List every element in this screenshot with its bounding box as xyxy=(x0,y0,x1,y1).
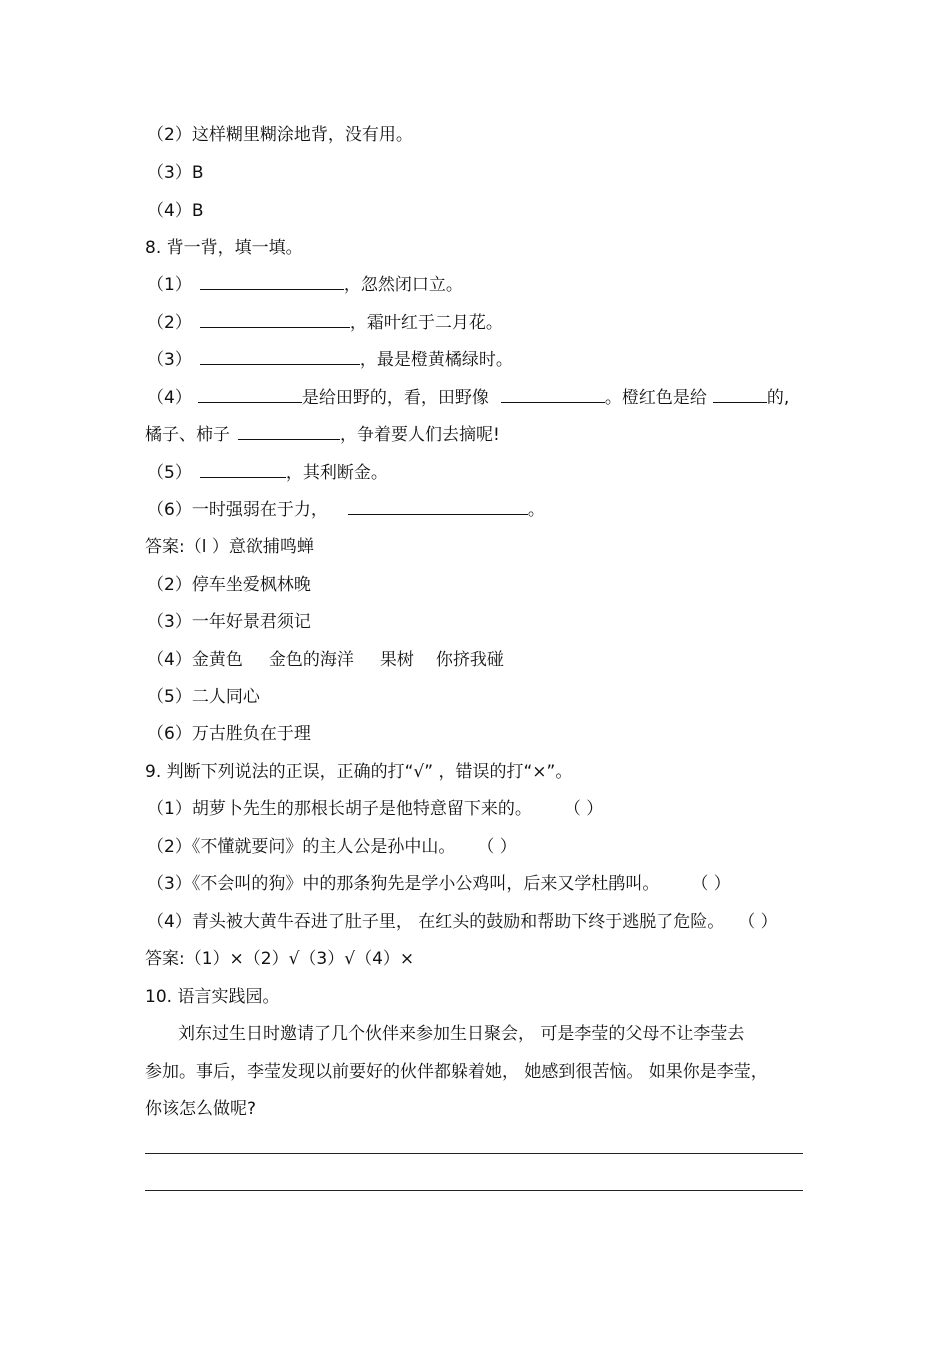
q8-answer-label: 答案:（l ）意欲捕鸣蝉 xyxy=(145,537,314,557)
judge-paren[interactable]: （ ） xyxy=(738,912,778,932)
q9-item-3 xyxy=(147,873,731,895)
q8-item-2-text: ，霜叶红于二月花。 xyxy=(349,313,503,333)
q8-item-6-end: 。 xyxy=(527,500,545,520)
q9-item-4 xyxy=(147,911,778,933)
q9-item-2-text: （2）《不懂就要问》的主人公是孙中山。 xyxy=(147,837,456,857)
q8-answer-5: （5）二人同心 xyxy=(147,687,260,707)
judge-paren[interactable]: （ ） xyxy=(691,874,731,894)
q9-item-1 xyxy=(147,798,603,820)
q8-answer-4-num: （4） xyxy=(147,650,192,670)
blank-field[interactable] xyxy=(198,387,302,403)
q9-item-1-text: （1）胡萝卜先生的那根长胡子是他特意留下来的。 xyxy=(147,799,532,819)
q8-item-4-text-2: 。橙红色是给 xyxy=(604,388,707,408)
q8-item-4-continued xyxy=(145,424,500,446)
q9-item-4-text: （4）青头被大黄牛吞进了肚子里， 在红头的鼓励和帮助下终于逃脱了危险。 xyxy=(147,912,725,932)
q8-answer-4-d: 你挤我碰 xyxy=(435,650,504,670)
q8-item-3 xyxy=(147,349,513,371)
q8-item-3-text: ，最是橙黄橘绿时。 xyxy=(359,350,513,370)
q10-paragraph-line-3: 你该怎么做呢? xyxy=(145,1099,257,1119)
answer-writing-line-2[interactable] xyxy=(145,1190,803,1191)
judge-paren[interactable]: （ ） xyxy=(563,799,604,819)
q10-paragraph-line-1: 刘东过生日时邀请了几个伙伴来参加生日聚会， 可是李莹的父母不让李莹去 xyxy=(178,1024,745,1044)
q8-answer-3: （3）一年好景君须记 xyxy=(147,612,311,632)
blank-field[interactable] xyxy=(501,387,605,403)
q8-item-4-cont-1: 橘子、柿子 xyxy=(145,425,230,445)
q8-item-1 xyxy=(147,274,463,296)
q8-answer-6: （6）万古胜负在于理 xyxy=(147,724,311,744)
q9-answer: 答案:（1）×（2）√（3）√（4）× xyxy=(145,949,415,969)
q8-item-3-num: （3） xyxy=(147,350,192,370)
q8-answer-4-b: 金色的海洋 xyxy=(268,650,354,670)
q8-item-1-num: （1） xyxy=(147,275,192,295)
q8-item-5-text: ，其利断金。 xyxy=(285,463,388,483)
answer-line-3: （3）B xyxy=(147,163,204,183)
answer-line-4: （4）B xyxy=(147,201,204,221)
q8-item-4-text-1: 是给田野的，看，田野像 xyxy=(301,388,489,408)
q8-item-1-text: ，忽然闭口立。 xyxy=(343,275,463,295)
q8-item-4-cont-2: ，争着要人们去摘呢! xyxy=(340,425,500,445)
q8-item-4-num: （4） xyxy=(147,388,192,408)
answer-line-2: （2）这样糊里糊涂地背，没有用。 xyxy=(147,125,413,145)
q10-title: 10. 语言实践园。 xyxy=(145,987,280,1007)
blank-field[interactable] xyxy=(238,424,340,440)
q8-item-4 xyxy=(147,387,789,409)
blank-field[interactable] xyxy=(713,387,767,403)
blank-field[interactable] xyxy=(348,499,528,515)
q9-item-2 xyxy=(147,836,517,858)
blank-field[interactable] xyxy=(200,349,360,365)
q8-answer-4-a: 金黄色 xyxy=(191,650,243,670)
blank-field[interactable] xyxy=(200,312,350,328)
q10-paragraph-line-2: 参加。事后，李莹发现以前要好的伙伴都躲着她， 她感到很苦恼。 如果你是李莹， xyxy=(145,1062,768,1082)
q8-item-6-text: 一时强弱在于力， xyxy=(191,500,328,520)
q8-item-6-num: （6） xyxy=(147,500,192,520)
answer-writing-line-1[interactable] xyxy=(145,1153,803,1154)
judge-paren[interactable]: （ ） xyxy=(477,837,517,857)
q8-answer-4 xyxy=(147,649,504,671)
q8-item-4-text-3: 的, xyxy=(766,388,790,408)
q9-item-3-text: （3）《不会叫的狗》中的那条狗先是学小公鸡叫，后来又学杜鹃叫。 xyxy=(147,874,660,894)
q8-item-2-num: （2） xyxy=(147,313,192,333)
q8-item-5-num: （5） xyxy=(147,463,192,483)
q8-item-5 xyxy=(147,462,388,484)
q8-answer-4-c: 果树 xyxy=(379,650,414,670)
q8-answer-2: （2）停车坐爱枫林晚 xyxy=(147,575,311,595)
q8-item-6 xyxy=(147,499,545,521)
q8-item-2 xyxy=(147,312,503,334)
blank-field[interactable] xyxy=(200,274,344,290)
q8-title: 8. 背一背，填一填。 xyxy=(145,238,303,258)
blank-field[interactable] xyxy=(200,462,286,478)
q9-title: 9. 判断下列说法的正误，正确的打“√” ，错误的打“×”。 xyxy=(145,762,573,782)
